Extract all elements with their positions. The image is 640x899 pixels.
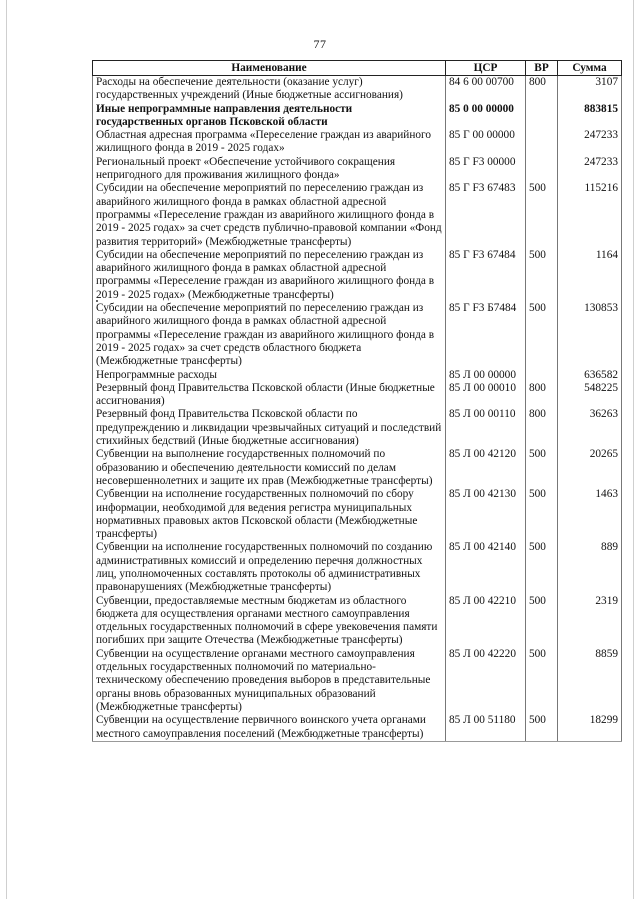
cell-sum: 20265 <box>558 448 622 488</box>
table-row <box>93 182 622 248</box>
cell-vr: 800 <box>526 76 558 103</box>
cell-sum: 130853 <box>558 302 622 368</box>
cell-sum: 889 <box>558 541 622 594</box>
page-number: 77 <box>313 37 327 51</box>
cell-sum: 115216 <box>558 182 622 248</box>
cell-vr: 500 <box>526 714 558 741</box>
cell-csr: 85 Л 00 42140 <box>446 541 526 594</box>
cell-name: Расходы на обеспечение деятельности (оказание услуг) государственных учреждений (Иные бюджетные ассигнования) <box>93 76 446 103</box>
cell-vr <box>526 129 558 156</box>
cell-sum: 18299 <box>558 714 622 741</box>
cell-sum: 636582 <box>558 369 622 382</box>
table-row <box>93 249 622 302</box>
cell-sum: 36263 <box>558 408 622 448</box>
table-row <box>93 129 622 156</box>
header-csr: ЦСР <box>446 61 526 76</box>
cell-vr: 500 <box>526 488 558 541</box>
cell-csr: 85 Л 00 42220 <box>446 648 526 714</box>
header-sum: Сумма <box>558 61 622 76</box>
cell-name: Иные непрограммные направления деятельности государственных органов Псковской области <box>93 103 446 130</box>
budget-table <box>92 60 622 742</box>
cell-vr: 500 <box>526 249 558 302</box>
table-row <box>93 302 622 368</box>
cell-name: Субвенции на исполнение государственных полномочий по созданию административных комиссий и определению перечня должностных лиц, уполномоченных составлять протоколы об административных правонарушениях (Межбюджетные трансферты) <box>93 541 446 594</box>
cell-name: Субвенции на осуществление первичного воинского учета органами местного самоуправления поселений (Межбюджетные трансферты) <box>93 714 446 741</box>
cell-sum: 3107 <box>558 76 622 103</box>
cell-sum: 247233 <box>558 156 622 183</box>
cell-sum: 8859 <box>558 648 622 714</box>
cell-csr: 85 Г F3 67484 <box>446 249 526 302</box>
table-row <box>93 541 622 594</box>
cell-vr <box>526 369 558 382</box>
cell-csr: 85 0 00 00000 <box>446 103 526 130</box>
cell-name: Субвенции, предоставляемые местным бюджетам из областного бюджета для осуществления органами местного самоуправления отдельных государственных полномочий в сфере увековечения памяти погибших при защите Отечества (Межбюджетные трансферты) <box>93 595 446 648</box>
cell-name: Субсидии на обеспечение мероприятий по переселению граждан из аварийного жилищного фонда в рамках областной адресной программы «Переселение граждан из аварийного жилищного фонда в 2019 - 2025 годах» (Межбюджетные трансферты) <box>93 249 446 302</box>
cell-name: Областная адресная программа «Переселение граждан из аварийного жилищного фонда в 2019 - 2025 годах» <box>93 129 446 156</box>
table-body <box>93 76 622 742</box>
cell-name: Резервный фонд Правительства Псковской области по предупреждению и ликвидации чрезвычайных ситуаций и последствий стихийных бедствий (Иные бюджетные ассигнования) <box>93 408 446 448</box>
cell-csr: 85 Г F3 67483 <box>446 182 526 248</box>
cell-csr: 84 6 00 00700 <box>446 76 526 103</box>
table-row <box>93 488 622 541</box>
table-row <box>93 648 622 714</box>
cell-name: Региональный проект «Обеспечение устойчивого сокращения непригодного для проживания жилищного фонда» <box>93 156 446 183</box>
table-row <box>93 103 622 130</box>
cell-csr: 85 Г F3 Б7484 <box>446 302 526 368</box>
table-row <box>93 369 622 382</box>
table-row <box>93 448 622 488</box>
cell-vr: 500 <box>526 541 558 594</box>
cell-vr: 500 <box>526 648 558 714</box>
cell-name: Непрограммные расходы <box>93 369 446 382</box>
cell-vr <box>526 103 558 130</box>
table-row <box>93 408 622 448</box>
cell-csr: 85 Л 00 00110 <box>446 408 526 448</box>
cell-vr <box>526 156 558 183</box>
cell-name: Субвенции на выполнение государственных полномочий по образованию и обеспечению деятельности комиссий по делам несовершеннолетних и защите их прав (Межбюджетные трансферты) <box>93 448 446 488</box>
table-row <box>93 76 622 103</box>
cell-vr: 800 <box>526 408 558 448</box>
cell-vr: 500 <box>526 182 558 248</box>
cell-csr: 85 Г 00 00000 <box>446 129 526 156</box>
cell-sum: 2319 <box>558 595 622 648</box>
cell-sum: 247233 <box>558 129 622 156</box>
cell-sum: 548225 <box>558 382 622 409</box>
cell-name: Субвенции на осуществление органами местного самоуправления отдельных государственных полномочий по материально-техническому обеспечению проведения выборов в представительные органы вновь образованных муниципальных образований (Межбюджетные трансферты) <box>93 648 446 714</box>
table-row <box>93 382 622 409</box>
cell-csr: 85 Л 00 42130 <box>446 488 526 541</box>
cell-name: Субвенции на исполнение государственных полномочий по сбору информации, необходимой для ведения регистра муниципальных нормативных правовых актов Псковской области (Межбюджетные трансферты) <box>93 488 446 541</box>
cell-sum: 1164 <box>558 249 622 302</box>
cell-csr: 85 Л 00 51180 <box>446 714 526 741</box>
scan-fold-left <box>6 0 7 899</box>
cell-csr: 85 Л 00 42120 <box>446 448 526 488</box>
table-header-row <box>93 61 622 76</box>
cell-sum: 883815 <box>558 103 622 130</box>
cell-csr: 85 Л 00 00000 <box>446 369 526 382</box>
scan-fold-right <box>633 0 634 899</box>
header-vr: ВР <box>526 61 558 76</box>
cell-vr: 500 <box>526 448 558 488</box>
cell-csr: 85 Л 00 42210 <box>446 595 526 648</box>
cell-csr: 85 Л 00 00010 <box>446 382 526 409</box>
table-row <box>93 156 622 183</box>
cell-sum: 1463 <box>558 488 622 541</box>
header-name: Наименование <box>93 61 446 76</box>
cell-vr: 800 <box>526 382 558 409</box>
cell-vr: 500 <box>526 595 558 648</box>
cell-name: Субсидии на обеспечение мероприятий по переселению граждан из аварийного жилищного фонда в рамках областной адресной программы «Переселение граждан из аварийного жилищного фонда в 2019 - 2025 годах» за счет средств публично-правовой компании «Фонд развития территорий» (Межбюджетные трансферты) <box>93 182 446 248</box>
cell-csr: 85 Г F3 00000 <box>446 156 526 183</box>
table-row <box>93 595 622 648</box>
cell-name: Субсидии на обеспечение мероприятий по переселению граждан из аварийного жилищного фонда в рамках областной адресной программы «Переселение граждан из аварийного жилищного фонда в 2019 - 2025 годах» за счет средств областного бюджета (Межбюджетные трансферты) <box>93 302 446 368</box>
cell-name: Резервный фонд Правительства Псковской области (Иные бюджетные ассигнования) <box>93 382 446 409</box>
cell-vr: 500 <box>526 302 558 368</box>
table-row <box>93 714 622 741</box>
